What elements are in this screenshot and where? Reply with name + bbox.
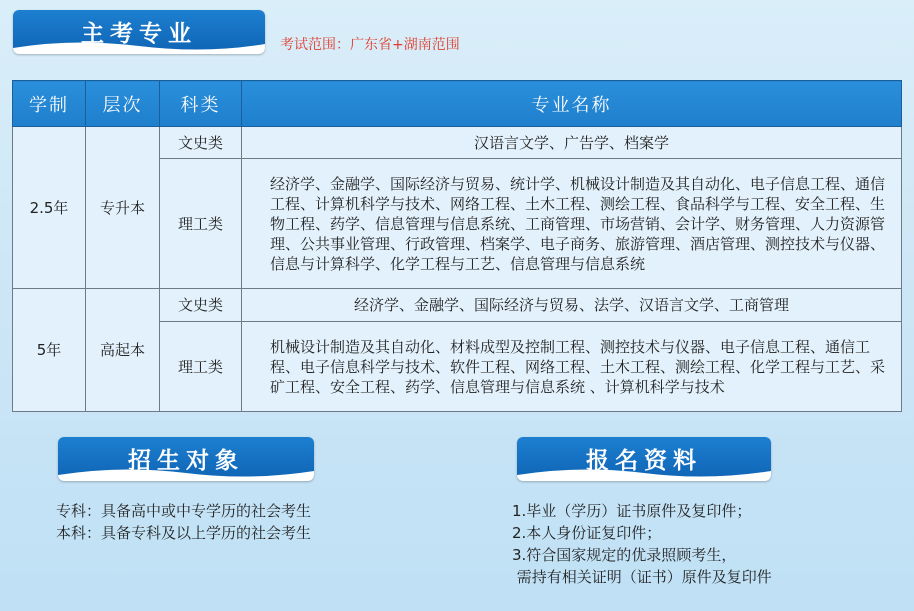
material-banner [517,437,771,481]
level-cell: 高起本 [86,289,160,412]
major-title: 主考专业 [81,21,197,47]
majors-cell: 汉语言文学、广告学、档案学 [242,127,902,159]
category-cell: 理工类 [160,322,242,412]
table-header-row [13,81,902,127]
exam-scope: 考试范围：广东省+湖南范围 [280,37,460,53]
level-cell: 专升本 [86,127,160,289]
table-row [13,289,902,322]
category-cell: 理工类 [160,159,242,289]
header-category: 科类 [160,81,242,127]
list-item: 本科：具备专科及以上学历的社会考生 [56,524,312,542]
majors-cell: 机械设计制造及其自动化、材料成型及控制工程、测控技术与仪器、电子信息工程、通信工程、电子信息科学与技术、软件工程、网络工程、土木工程、测绘工程、化学工程与工艺、采矿工程、安全工程、药学、信息管理与信息系统 、计算机科学与技术 [242,322,902,412]
duration-cell: 2.5年 [13,127,86,289]
majors-cell: 经济学、金融学、国际经济与贸易、法学、汉语言文学、工商管理 [242,289,902,322]
list-item: 专科：具备高中或中专学历的社会考生 [56,502,312,520]
major-banner [13,10,265,54]
header-duration: 学制 [13,81,86,127]
category-cell: 文史类 [160,127,242,159]
material-list [512,500,772,588]
list-item: 3.符合国家规定的优录照顾考生， [512,546,737,564]
header-level: 层次 [86,81,160,127]
list-item: 2.本人身份证复印件； [512,524,662,542]
target-banner [58,437,314,481]
target-list [56,500,311,544]
duration-cell: 5年 [13,289,86,412]
material-title: 报名资料 [586,448,702,474]
table-row [13,127,902,159]
category-cell: 文史类 [160,289,242,322]
header-major-name: 专业名称 [242,81,902,127]
majors-table [12,80,902,412]
majors-cell: 经济学、金融学、国际经济与贸易、统计学、机械设计制造及其自动化、电子信息工程、通信工程、计算机科学与技术、网络工程、土木工程、测绘工程、食品科学与工程、安全工程、生物工程、药学、信息管理与信息系统、工商管理、市场营销、会计学、财务管理、人力资源管理、公共事业管理、行政管理、档案学、电子商务、旅游管理、酒店管理、测控技术与仪器、信息与计算科学、化学工程与工艺、信息管理与信息系统 [242,159,902,289]
target-title: 招生对象 [128,448,244,474]
list-item: 需持有相关证明（证书）原件及复印件 [512,568,772,586]
list-item: 1.毕业（学历）证书原件及复印件； [512,502,752,520]
